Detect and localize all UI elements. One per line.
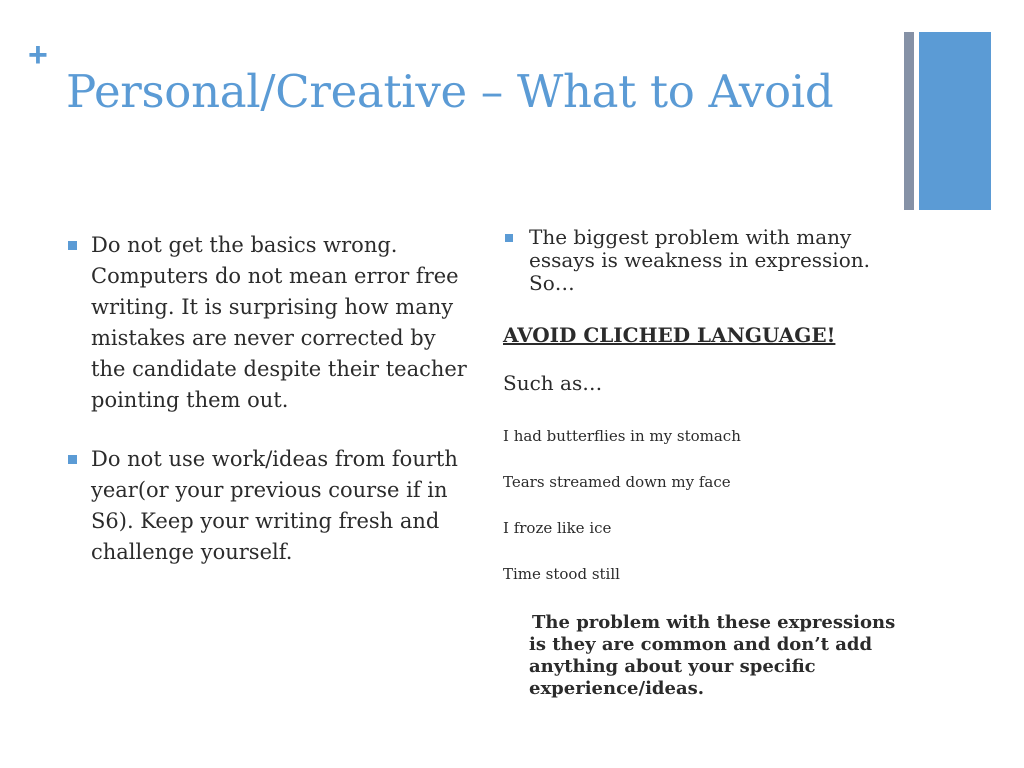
cliche-example: Tears streamed down my face (503, 473, 731, 491)
bullet-text: Do not get the basics wrong. Computers do not mean error free writing. It is surprising how many mistakes are never corrected by the candidate despite their teacher pointing them out. (91, 233, 467, 412)
slide-title: Personal/Creative – What to Avoid (66, 65, 834, 118)
cliche-example: Time stood still (503, 565, 620, 583)
list-item (68, 444, 468, 568)
decorative-bar-thin (904, 32, 914, 210)
bullet-square-icon (505, 234, 513, 242)
decorative-bar-wide (919, 32, 991, 210)
left-column (68, 230, 468, 596)
cliche-example: I froze like ice (503, 519, 612, 537)
cliche-example: I had butterflies in my stomach (503, 427, 741, 445)
bullet-text: Do not use work/ideas from fourth year(or your previous course if in S6). Keep your writing fresh and challenge yourself. (91, 447, 458, 564)
bullet-text: The biggest problem with many essays is weakness in expression. So… (529, 225, 870, 295)
such-as-text: Such as… (503, 371, 603, 395)
right-column (503, 225, 903, 699)
plus-icon: + (28, 36, 48, 74)
avoid-heading: AVOID CLICHED LANGUAGE! (503, 323, 836, 347)
list-item (503, 226, 903, 295)
bullet-square-icon (68, 455, 77, 464)
conclusion-text: The problem with these expressions is they are common and don’t add anything about your specific experience/ideas. (529, 612, 896, 699)
list-item (68, 230, 468, 416)
bullet-square-icon (68, 241, 77, 250)
